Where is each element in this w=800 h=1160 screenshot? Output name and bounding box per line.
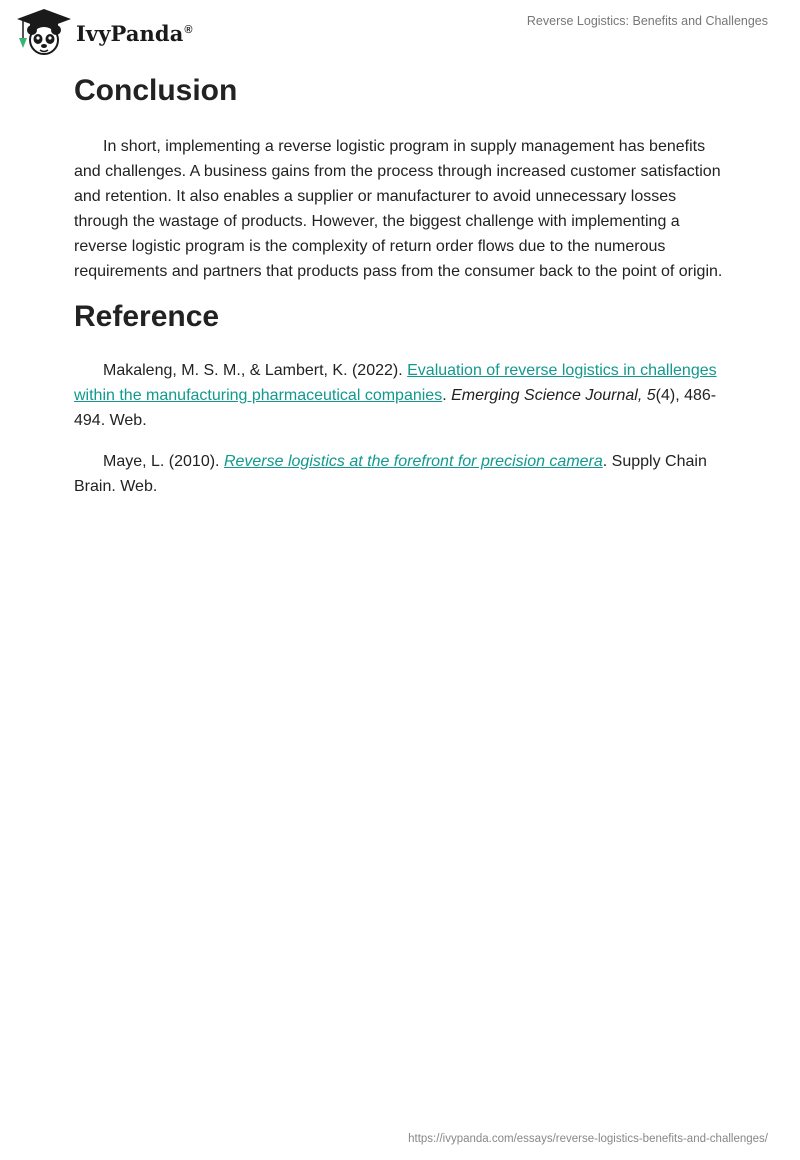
reference-journal: Emerging Science Journal, 5 [451, 387, 656, 404]
source-url[interactable]: https://ivypanda.com/essays/reverse-logistics-benefits-and-challenges/ [408, 1133, 768, 1145]
panda-graduate-icon [14, 8, 74, 56]
conclusion-paragraph: In short, implementing a reverse logistic program in supply management has benefits and challenges. A business gains from the process through increased customer satisfaction and retention. It also enables a supplier or manufacturer to avoid unnecessary losses through the wastage of products. However, the biggest challenge with implementing a reverse logistic program is the complexity of return order flows due to the numerous requirements and partners that products pass from the consumer back to the point of origin. [74, 138, 723, 280]
reference-link[interactable]: Evaluation of reverse logistics in challenges within the manufacturing pharmaceutical companies [74, 362, 717, 404]
page-header [0, 0, 800, 64]
document-title: Reverse Logistics: Benefits and Challenges [526, 14, 768, 28]
reference-item [74, 449, 724, 499]
brand-name: IvyPanda® [76, 20, 193, 46]
reference-details: (4), 486-494. Web. [74, 387, 717, 429]
reference-link[interactable]: Reverse logistics at the forefront for precision camera [223, 453, 603, 470]
reference-item [74, 358, 724, 433]
document-body [74, 72, 724, 499]
reference-punctuation: . [442, 387, 452, 404]
reference-authors: Makaleng, M. S. M., & Lambert, K. (2022). [103, 362, 408, 379]
reference-heading: Reference [74, 300, 220, 333]
reference-details: . Supply Chain Brain. Web. [74, 453, 707, 495]
brand-logo[interactable] [14, 8, 193, 56]
conclusion-heading: Conclusion [74, 74, 238, 107]
reference-authors: Maye, L. (2010). [103, 453, 224, 470]
